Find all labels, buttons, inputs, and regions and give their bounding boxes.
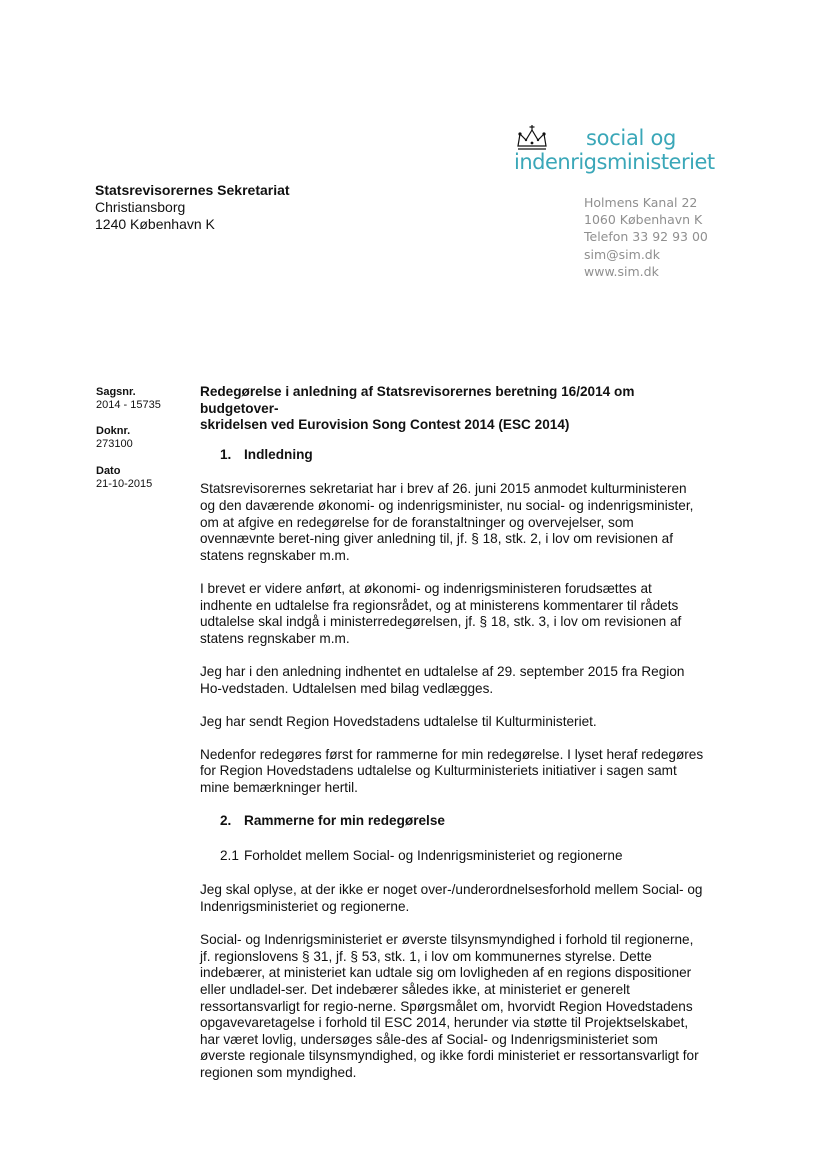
contact-email[interactable]: sim@sim.dk (584, 246, 660, 262)
section-2-1-title: Forholdet mellem Social- og Indenrigsministeriet og regionerne (244, 847, 623, 863)
paragraph-1: Statsrevisorernes sekretariat har i brev af 26. juni 2015 anmodet kulturministeren og den daværende økonomi- og indenrigsminister, nu social- og indenrigsminister, om at afgive en redegørelse for de foranstaltninger og overvejelser, som ovennævnte beret-ning giver anledning til, jf. § 18, stk. 2, i lov om revisionen af statens regnskaber m.m. (200, 481, 694, 563)
crown-icon (512, 124, 552, 152)
section-2-heading (220, 813, 704, 830)
recipient-address (95, 182, 290, 233)
document-title (200, 384, 704, 434)
contact-address: Holmens Kanal 22 (584, 195, 698, 210)
doknr-value: 273100 (96, 438, 133, 450)
sagsnr-value: 2014 - 15735 (96, 399, 161, 411)
doknr-label: Doknr. (96, 425, 131, 437)
title-line2: skridelsen ved Eurovision Song Contest 2014 (ESC 2014) (200, 417, 570, 433)
paragraph-3: Jeg har i den anledning indhentet en udtalelse af 29. september 2015 fra Region Ho-vedstaden. Udtalelsen med bilag vedlægges. (200, 663, 685, 696)
paragraph-5: Nedenfor redegøres først for rammerne for min redegørelse. I lyset heraf redegøres for Region Hovedstadens udtalelse og Kulturministeriets initiativer i sagen samt mine bemærkninger hertil. (200, 746, 704, 796)
section-1-heading (220, 447, 704, 464)
paragraph-2: I brevet er videre anført, at økonomi- og indenrigsministeren forudsættes at indhente en udtalelse fra regionsrådet, og at ministerens kommentarer til rådets udtalelse skal indgå i ministerredegørelsen, jf. § 18, stk. 3, i lov om revisionen af statens regnskaber m.m. (200, 580, 682, 646)
ministry-logo (512, 122, 715, 182)
meta-sagsnr (96, 386, 161, 412)
contact-city: 1060 København K (584, 212, 703, 228)
recipient-line3: 1240 København K (95, 216, 215, 232)
section-2-1-number: 2.1 (220, 847, 239, 863)
recipient-name: Statsrevisorernes Sekretariat (95, 182, 290, 198)
recipient-line2: Christiansborg (95, 199, 186, 215)
sender-contact (584, 194, 708, 280)
section-1-title: Indledning (244, 446, 313, 462)
section-2-number: 2. (220, 813, 232, 829)
section-2-title: Rammerne for min redegørelse (244, 813, 445, 829)
dato-label: Dato (96, 465, 121, 477)
section-1-number: 1. (220, 446, 232, 462)
contact-website[interactable]: www.sim.dk (584, 263, 659, 279)
meta-doknr (96, 425, 133, 451)
logo-text-line1: social og (586, 126, 677, 150)
section-2-1-heading (220, 848, 704, 865)
contact-phone: Telefon 33 92 93 00 (584, 229, 708, 245)
dato-value: 21-10-2015 (96, 478, 153, 490)
paragraph-4: Jeg har sendt Region Hovedstadens udtalelse til Kulturministeriet. (200, 713, 597, 729)
title-line1: Redegørelse i anledning af Statsrevisorernes beretning 16/2014 om budgetover- (200, 384, 635, 416)
meta-dato (96, 465, 152, 491)
letter-body (200, 384, 704, 1098)
paragraph-6: Jeg skal oplyse, at der ikke er noget over-/underordnelsesforhold mellem Social- og Indenrigsministeriet og regionerne. (200, 882, 703, 915)
sagsnr-label: Sagsnr. (96, 386, 136, 398)
logo-text-line2: indenrigsministeriet (514, 150, 715, 174)
paragraph-7: Social- og Indenrigsministeriet er øverste tilsynsmyndighed i forhold til regionerne, jf. regionslovens § 31, jf. § 53, stk. 1, i lov om kommunernes styrelse. Dette indebærer, at ministeriet kan udtale sig om lovligheden af en regions dispositioner eller undladel-ser. Det indebærer således ikke, at ministeriet er generelt ressortansvarligt for regio-nerne. Spørgsmålet om, hvorvidt Region Hovedstadens opgavevaretagelse i forhold til ESC 2014, herunder via støtte til Projektselskabet, har været lovlig, undersøges såle-des af Social- og Indenrigsministeriet som øverste regionale tilsynsmyndighed, og ikke fordi ministeriet er ressortansvarligt for regionen som myndighed. (200, 932, 699, 1080)
